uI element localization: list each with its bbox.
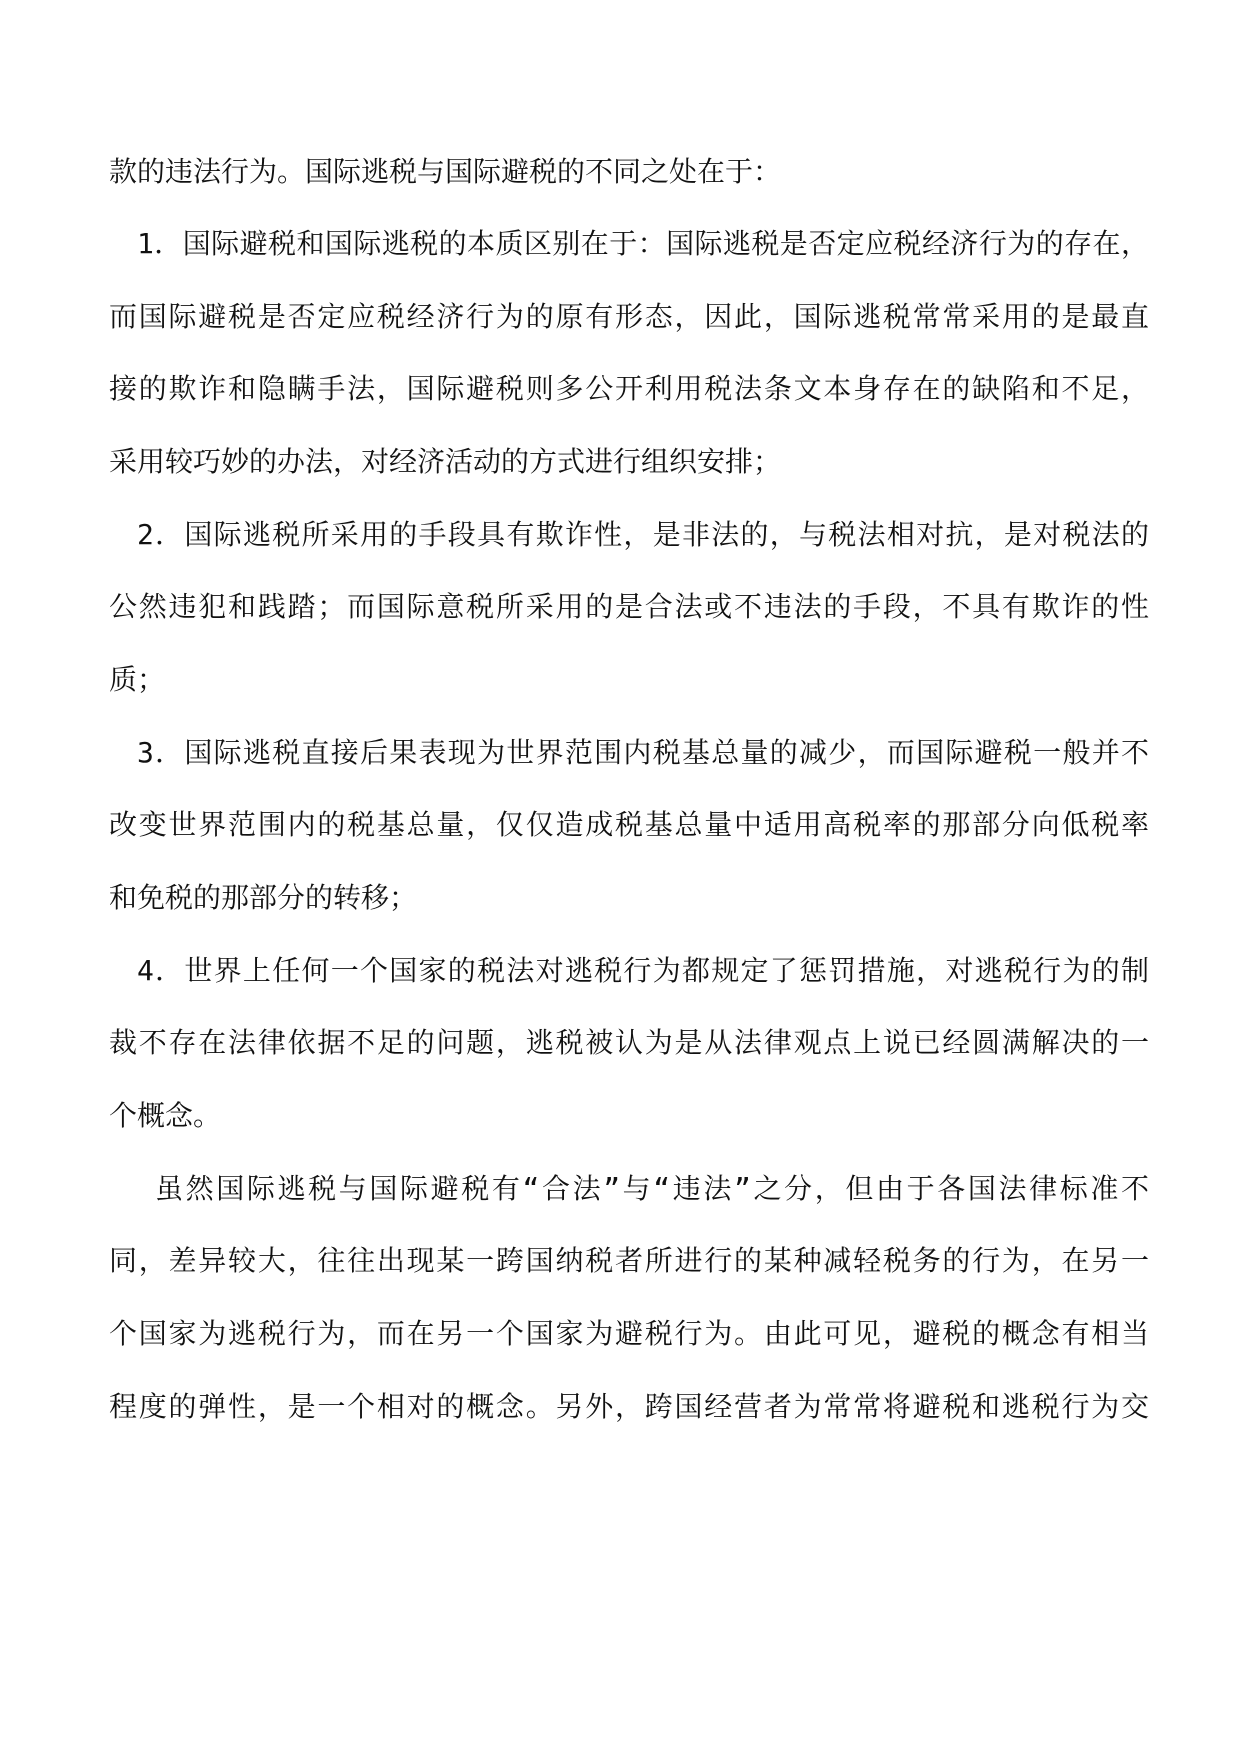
text-line: 改变世界范围内的税基总量，仅仅造成税基总量中适用高税率的那部分向低税率: [109, 808, 1149, 841]
text-line: 个国家为逃税行为，而在另一个国家为避税行为。由此可见，避税的概念有相当: [109, 1317, 1149, 1350]
text-line: 个概念。: [109, 1099, 222, 1132]
text-line: 采用较巧妙的办法，对经济活动的方式进行组织安排；: [109, 445, 782, 478]
list-item-1-line: 1．国际避税和国际逃税的本质区别在于：国际逃税是否定应税经济行为的存在，: [137, 227, 1149, 260]
text-line: 裁不存在法律依据不足的问题，逃税被认为是从法律观点上说已经圆满解决的一: [109, 1026, 1149, 1059]
text-line: 程度的弹性，是一个相对的概念。另外，跨国经营者为常常将避税和逃税行为交: [109, 1390, 1149, 1423]
text-line: 同，差异较大，往往出现某一跨国纳税者所进行的某种减轻税务的行为，在另一: [109, 1244, 1149, 1277]
text-line: 公然违犯和践踏；而国际意税所采用的是合法或不违法的手段，不具有欺诈的性: [109, 590, 1149, 623]
text-line: 接的欺诈和隐瞒手法，国际避税则多公开利用税法条文本身存在的缺陷和不足，: [109, 372, 1149, 405]
text-line: 而国际避税是否定应税经济行为的原有形态，因此，国际逃税常常采用的是最直: [109, 300, 1149, 333]
text-line: 质；: [109, 663, 166, 696]
list-item-4-line: 4．世界上任何一个国家的税法对逃税行为都规定了惩罚措施，对逃税行为的制: [137, 954, 1149, 987]
text-line: 款的违法行为。国际逃税与国际避税的不同之处在于：: [109, 155, 782, 188]
text-line: 和免税的那部分的转移；: [109, 881, 418, 914]
paragraph-first-line: 虽然国际逃税与国际避税有“合法”与“违法”之分，但由于各国法律标准不: [155, 1172, 1149, 1205]
list-item-3-line: 3．国际逃税直接后果表现为世界范围内税基总量的减少，而国际避税一般并不: [137, 736, 1149, 769]
list-item-2-line: 2．国际逃税所采用的手段具有欺诈性，是非法的，与税法相对抗，是对税法的: [137, 518, 1149, 551]
